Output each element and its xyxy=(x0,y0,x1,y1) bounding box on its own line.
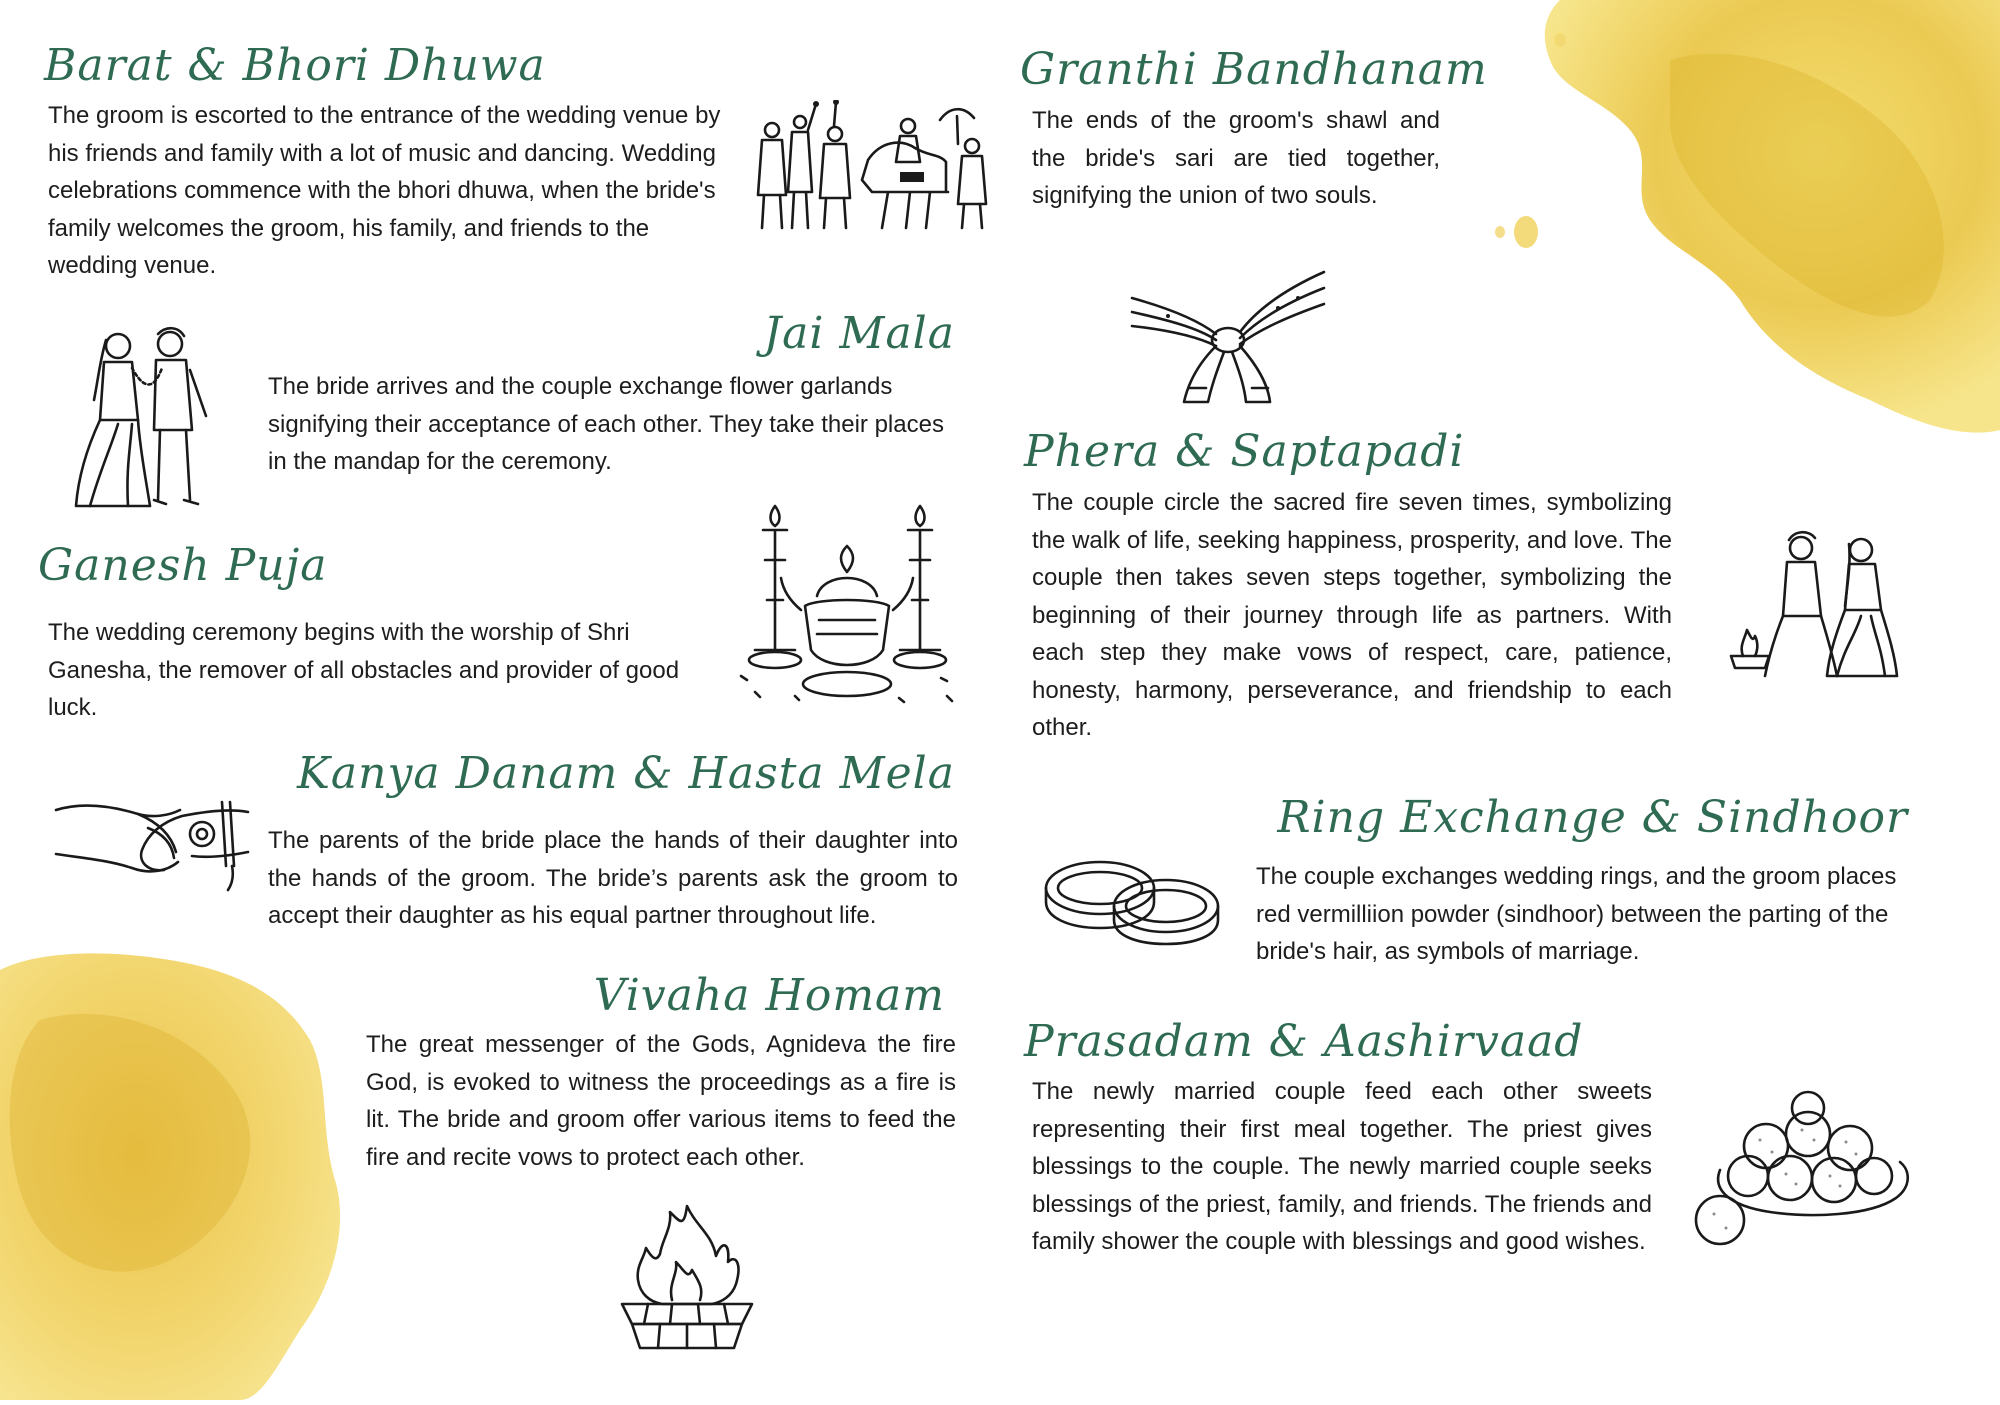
heading-ring: Ring Exchange & Sindhoor xyxy=(1277,792,1908,843)
heading-granthi: Granthi Bandhanam xyxy=(1020,44,1488,95)
watercolor-wash-bottom-left xyxy=(0,930,380,1400)
couple-garland-icon xyxy=(70,320,215,510)
lamps-kalash-icon xyxy=(735,500,960,710)
paragraph-phera: The couple circle the sacred fire seven times, symbolizing the walk of life, seeking happiness, prosperity, and love. The couple then takes seven steps together, symbolizing the beginning of their journey through life as partners. With each step they make vows of respect, care, patience, honesty, harmony, perseverance, and friendship to each other. xyxy=(1032,489,1672,741)
paragraph-kanya-danam: The parents of the bride place the hands of their daughter into the hands of the groom. The bride’s parents ask the groom to accept their daughter as his equal partner throughout life. xyxy=(268,827,958,929)
couple-circling-fire-icon xyxy=(1725,526,1900,681)
heading-phera: Phera & Saptapadi xyxy=(1024,426,1465,477)
paragraph-barat: The groom is escorted to the entrance of the wedding venue by his friends and family with a lot of music and dancing. Wedding celebrations commence with the bhori dhuwa, when the bride's family welcomes the groom, his family, and friends to the wedding venue. xyxy=(48,102,721,279)
heading-ganesh-puja: Ganesh Puja xyxy=(38,540,328,591)
paragraph-prasadam: The newly married couple feed each other sweets representing their first meal together. The priest gives blessings to the couple. The newly married couple seeks blessings of the priest, family, and friends. The friends and family shower the couple with blessings and good wishes. xyxy=(1032,1078,1652,1255)
wedding-rings-icon xyxy=(1040,848,1225,948)
paragraph-ganesh-puja: The wedding ceremony begins with the worship of Shri Ganesha, the remover of all obstacles and provider of good luck. xyxy=(48,619,680,721)
heading-kanya-danam: Kanya Danam & Hasta Mela xyxy=(297,748,955,799)
sacred-fire-icon xyxy=(612,1200,762,1355)
paragraph-granthi: The ends of the groom's shawl and the bride's sari are tied together, signifying the union of two souls. xyxy=(1032,107,1440,209)
paragraph-vivaha-homam: The great messenger of the Gods, Agnideva the fire God, is evoked to witness the proceedings as a fire is lit. The bride and groom offer various items to feed the fire and recite vows to protect each other. xyxy=(366,1031,956,1171)
watercolor-wash-top-right xyxy=(1440,0,2000,470)
heading-jai-mala: Jai Mala xyxy=(763,308,955,359)
heading-vivaha-homam: Vivaha Homam xyxy=(593,970,945,1021)
laddoo-plate-icon xyxy=(1690,1090,1920,1250)
heading-prasadam: Prasadam & Aashirvaad xyxy=(1024,1016,1584,1067)
tied-knot-icon xyxy=(1128,268,1328,408)
joined-hands-icon xyxy=(52,772,252,892)
paragraph-jai-mala: The bride arrives and the couple exchange flower garlands signifying their acceptance of each other. They take their places in the mandap for the ceremony. xyxy=(268,373,944,475)
paragraph-ring: The couple exchanges wedding rings, and the groom places red vermilliion powder (sindhoor) between the parting of the bride's hair, as symbols of marriage. xyxy=(1256,863,1897,965)
procession-icon xyxy=(750,100,990,235)
heading-barat: Barat & Bhori Dhuwa xyxy=(44,40,546,91)
